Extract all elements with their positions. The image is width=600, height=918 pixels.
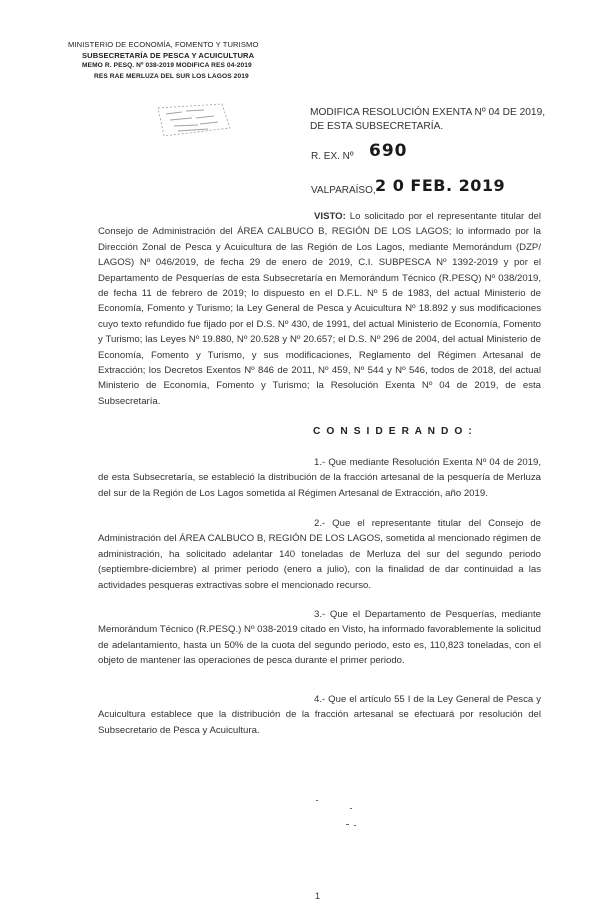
letterhead bbox=[68, 40, 318, 82]
official-stamp bbox=[152, 98, 236, 142]
resolution-number-label: R. EX. Nº bbox=[311, 151, 354, 162]
considerando-item-1: 1.- Que mediante Resolución Exenta Nº 04 de 2019, de esta Subsecretaría, se estableció la distribución de la fracción artesanal de la pesquería de Merluza del sur de la Región de Los Lagos sometida al Régimen Artesanal de Extracción, año 2019. bbox=[98, 457, 541, 499]
considerando-item-2: 2.- Que el representante titular del Consejo de Administración del ÁREA CALBUCO B, REGIÓN DE LOS LAGOS, sometida al mencionado régimen de administración, ha solicitado adelantar 140 toneladas de Merluza del sur del segundo periodo (septiembre-diciembre) al primer periodo (enero a julio), con la finalidad de dar continuidad a las actividades pesqueras extractivas sobre el mencionado recurso. bbox=[98, 518, 541, 591]
considerando-item-4: 4.- Que el artículo 55 I de la Ley General de Pesca y Acuicultura establece que la distribución de la fracción artesanal se efectuará por resolución del Subsecretario de Pesca y Acuicultura. bbox=[98, 694, 541, 736]
resolution-number: 690 bbox=[369, 141, 408, 161]
undersecretariat-name: SUBSECRETARÍA DE PESCA Y ACUICULTURA bbox=[82, 50, 255, 60]
ministry-name: MINISTERIO DE ECONOMÍA, FOMENTO Y TURISMO bbox=[68, 40, 259, 49]
visto-text: Lo solicitado por el representante titular del Consejo de Administración del ÁREA CALBUCO B, REGIÓN DE LOS LAGOS; lo informado por la Dirección Zonal de Pesca y Acuicultura de las Región de Los Lagos, mediante Memorándum (DZP/ LAGOS) Nº 046/2019, de fecha 29 de enero de 2019, C.I. SUBPESCA Nº 1392-2019 y por el Departamento de Pesquerías de esta Subsecretaría en Memorándum Técnico (R.PESQ) Nº 038/2019, de fecha 11 de febrero de 2019; lo dispuesto en el D.F.L. Nº 5 de 1983, del actual Ministerio de Economía, Fomento y Turismo; la Ley General de Pesca y Acuicultura Nº 18.892 y sus modificaciones cuyo texto refundido fue fijado por el D.S. Nº 430, de 1991, del actual Ministerio de Economía, Fomento y Turismo; las Leyes Nº 19.880, Nº 20.528 y Nº 20.657; el D.S. Nº 296 de 2004, del actual Ministerio de Economía, Fomento y Turismo, y sus modificaciones, Reglamento del Régimen Artesanal de Extracción; los Decretos Exentos Nº 846 de 2011, Nº 459, Nº 544 y Nº 546, todos de 2018, del actual Ministerio de Economía, Fomento y Turismo; la Resolución Exenta Nº 04 de 2019, de esta Subsecretaría. bbox=[98, 211, 541, 407]
date-stamp: 2 0 FEB. 2019 bbox=[375, 176, 506, 195]
visto-label: VISTO: bbox=[314, 211, 346, 222]
place-label: VALPARAÍSO, bbox=[311, 185, 376, 196]
resolution-subject-code: RES RAE MERLUZA DEL SUR LOS LAGOS 2019 bbox=[94, 72, 249, 80]
resolution-reference: MODIFICA RESOLUCIÓN EXENTA Nº 04 DE 2019, DE ESTA SUBSECRETARÍA. bbox=[310, 107, 546, 132]
considerando-heading: C O N S I D E R A N D O : bbox=[313, 426, 474, 437]
visto-paragraph bbox=[98, 209, 541, 409]
scan-marks bbox=[300, 796, 380, 836]
page-number: 1 bbox=[315, 891, 321, 901]
memo-reference: MEMO R. PESQ. Nº 038-2019 MODIFICA RES 04-2019 bbox=[82, 62, 252, 69]
considerando-item-3: 3.- Que el Departamento de Pesquerías, mediante Memorándum Técnico (R.PESQ.) Nº 038-2019 citado en Visto, ha informado favorablemente la solicitud de adelantamiento, hasta un 50% de la cuota del segundo periodo, esto es, 110,823 toneladas, con el objeto de mantener las operaciones de pesca durante el primer periodo. bbox=[98, 609, 541, 667]
